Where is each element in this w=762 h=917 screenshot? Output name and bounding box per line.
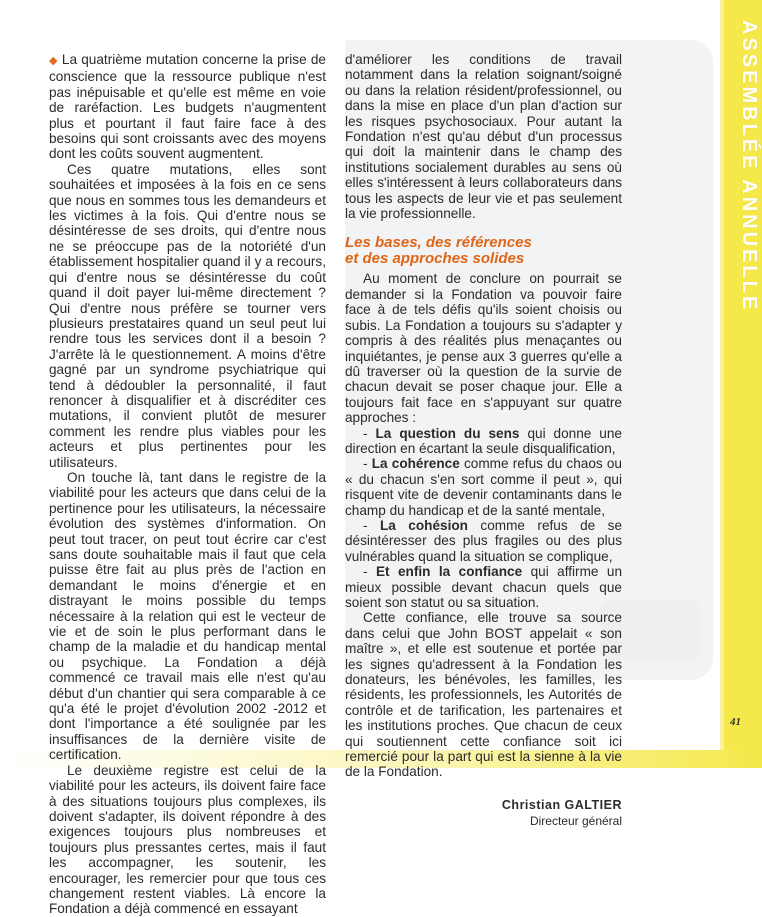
paragraph: On touche là, tant dans le registre de la viabilité pour les acteurs que dans celui de la pertinence pour les utilisateurs, la nécessaire évolution des systèmes d'information. On peut tout tracer, on peut tout écrire car c'est sans doute souhaitable mais il faut que cela puisse être fait au plus près de l'action en demandant le moins d'énergie et en distrayant le moins possible du temps nécessaire à la relation qui est le vecteur de vie et de soin le plus performant dans le champ de la maladie et du handicap mental ou psychique. La Fondation a déjà commencé ce travail mais elle n'est qu'au début d'un chantier qui sera comparable à ce qu'a été le projet d'évolution 2002 -2012 et dont l'importance a été soulignée par les insuffisances de la dernière visite de certification. bbox=[49, 469, 326, 763]
page-number: 41 bbox=[730, 716, 741, 728]
signature-title: Directeur général bbox=[529, 813, 622, 828]
list-item-bold: La cohésion bbox=[379, 517, 468, 533]
signature-name: Christian GALTIER bbox=[501, 797, 622, 812]
paragraph: Au moment de conclure on pourrait se demander si la Fondation va pouvoir faire face à de tels défis qu'ils soient choisis ou subis. La Fondation a toujours su s'adapter y compris à des réalités plus menaçantes ou inquiétantes, je pense aux 3 guerres qu'elle a dû traverser où la question de la survie de chacun devait se poser chaque jour. Elle a toujours fait face en s'appuyant sur quatre approches : bbox=[345, 271, 622, 426]
list-item-bold: La question du sens bbox=[375, 425, 520, 441]
section-heading bbox=[345, 235, 622, 267]
list-item: - La question du sens qui donne une direction en écartant la seule disqualification, bbox=[345, 425, 622, 456]
left-column bbox=[49, 52, 326, 917]
list-item: - La cohérence comme refus du chaos ou « du chacun s'en sort comme il peut », qui risquent vite de devenir contaminants dans le champ du handicap et de la santé mentale, bbox=[345, 456, 622, 518]
heading-line: et des approches solides bbox=[345, 250, 525, 268]
heading-line: Les bases, des références bbox=[345, 234, 532, 252]
list-item-bold: La cohérence bbox=[371, 456, 460, 472]
paragraph: Ces quatre mutations, elles sont souhaitées et imposées à la fois en ce sens que nous en sommes tous les demandeurs et les victimes à la fois. Qui d'entre nous se désintéresse de ses droits, qui d'entre nous ne se préoccupe pas de la notoriété d'un établissement hospitalier quand il y a recours, qui d'entre nous se désintéresse du coût quand il doit payer lui-même directement ? Qui d'entre nous préfère se tourner vers plusieurs prestataires quand un seul peut lui rendre tous les services dont il a besoin ? J'arrête là le questionnement. A moins d'être gagné par un syndrome psychiatrique qui tend à dédoubler la personnalité, il faut renoncer à disqualifier et à discréditer ces mutations, il convient plutôt de mesurer comment les rendre plus viables pour les acteurs et plus pertinentes pour les utilisateurs. bbox=[49, 161, 326, 470]
side-title: ASSEMBLÉE ANNUELLE bbox=[738, 20, 760, 313]
paragraph-text: La quatrième mutation concerne la prise de conscience que la ressource publique n'est pas inépuisable et qu'elle est même en voie de raréfaction. Les budgets n'augmentent plus et pourtant il faut faire face à des besoins qui sont croissants avec des moyens dont les coûts souvent augmentent. bbox=[49, 52, 326, 162]
paragraph: Le deuxième registre est celui de la viabilité pour les acteurs, ils doivent faire face à des situations toujours plus complexes, ils doivent s'adapter, ils doivent répondre à des exigences toujours plus nombreuses et toujours plus pressantes certes, mais il faut les accompagner, les soutenir, les encourager, les remercier pour que tous ces changement restent viables. Là encore la Fondation a déjà commencé en essayant bbox=[49, 762, 326, 917]
list-item-text: qui affirme un mieux possible devant chacun quels que soient son statut ou sa situation. bbox=[345, 564, 623, 610]
list-item-text: comme refus de se désintéresser des plus fragiles ou des plus vulnérables quand la situation se complique, bbox=[345, 517, 623, 564]
signature bbox=[345, 797, 622, 829]
paragraph: Cette confiance, elle trouve sa source dans celui que John BOST appelait « son maître », et elle est soutenue et portée par les signes qu'adressent à la Fondation les donateurs, les bénévoles, les familles, les résidents, les professionnels, les Autorités de contrôle et de tarification, les partenaires et les institutions proches. Que chacun de ceux qui soutiennent cette confiance soit ici remercié pour la part qui est la sienne à la vie de la Fondation. bbox=[345, 610, 622, 780]
paragraph bbox=[49, 52, 326, 162]
diamond-bullet-icon: ◆ bbox=[49, 55, 58, 67]
side-band bbox=[724, 0, 762, 768]
paragraph: d'améliorer les conditions de travail notamment dans la relation soignant/soigné ou dans la relation résident/professionnel, ou dans la mise en place d'un plan d'action sur les risques psychosociaux. Pour autant la Fondation n'est qu'au début d'un processus qui doit la maintenir dans le champ des institutions socialement durables au sens où elles s'intéressent à leurs collaborateurs dans tous les aspects de leur vie et pas seulement la vie professionnelle. bbox=[345, 52, 622, 222]
right-column bbox=[345, 52, 622, 829]
list-item: - Et enfin la confiance qui affirme un mieux possible devant chacun quels que soient son statut ou sa situation. bbox=[345, 564, 623, 610]
list-item-bold: Et enfin la confiance bbox=[375, 564, 523, 580]
list-item-text: qui donne une direction en écartant la seule disqualification, bbox=[345, 425, 622, 456]
list-item-text: comme refus du chaos ou « du chacun s'en sort comme il peut », qui risquent vite de devenir contaminants dans le champ du handicap et de la santé mentale, bbox=[345, 456, 622, 518]
list-item: - La cohésion comme refus de se désintéresser des plus fragiles ou des plus vulnérables quand la situation se complique, bbox=[345, 517, 623, 564]
